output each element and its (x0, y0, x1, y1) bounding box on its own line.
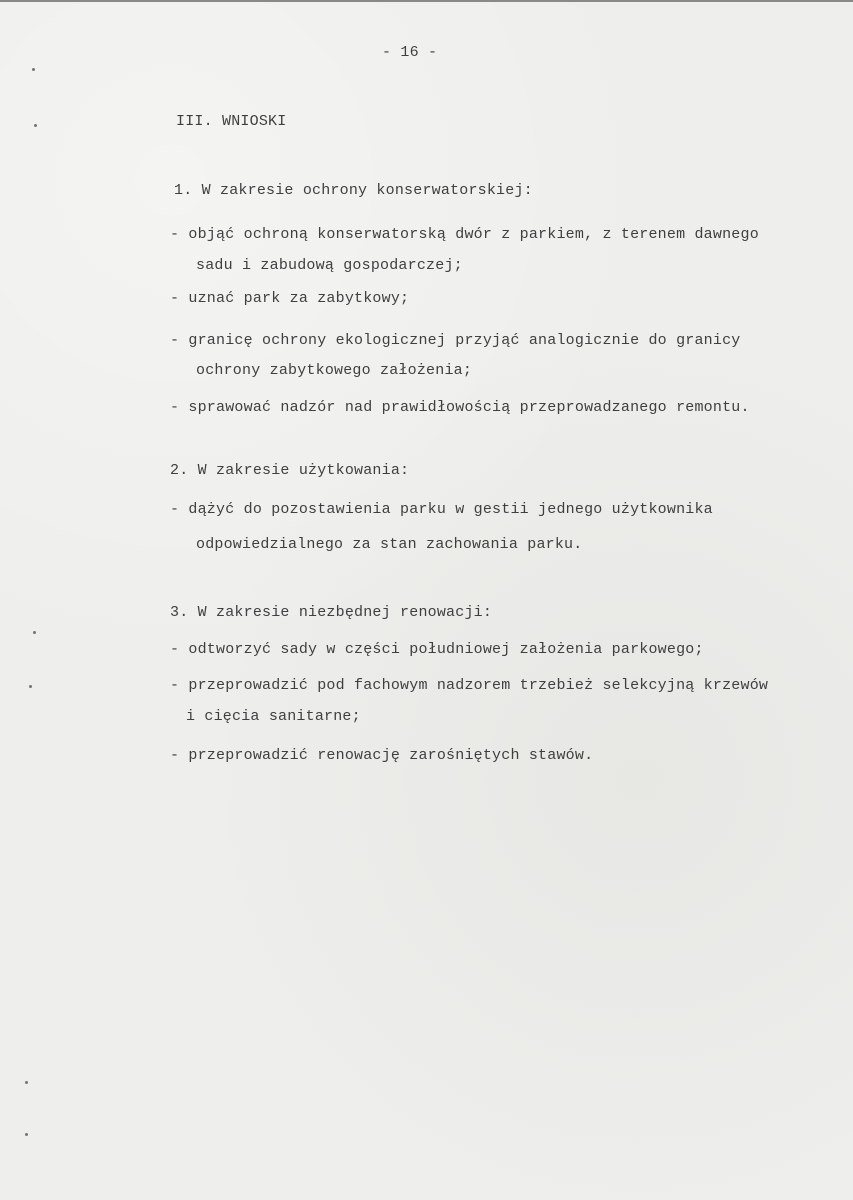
top-page-edge (0, 0, 853, 2)
section-title: III. WNIOSKI (176, 113, 287, 130)
section-1-item-3-line-2: ochrony zabytkowego założenia; (196, 362, 473, 379)
scan-speck-1 (32, 68, 35, 71)
section-1-item-1-line-1: - objąć ochroną konserwatorską dwór z parkiem, z terenem dawnego (170, 226, 759, 243)
scan-speck-2 (34, 124, 37, 127)
section-3-item-2-line-2: i cięcia sanitarne; (186, 708, 361, 725)
section-3-item-1: - odtworzyć sady w części południowej założenia parkowego; (170, 641, 704, 658)
section-3-item-3: - przeprowadzić renowację zarośniętych stawów. (170, 747, 594, 764)
scan-speck-5 (25, 1081, 28, 1084)
section-1-item-4: - sprawować nadzór nad prawidłowością przeprowadzanego remontu. (170, 399, 750, 416)
section-2-heading: 2. W zakresie użytkowania: (170, 462, 410, 479)
section-3-item-2-line-1: - przeprowadzić pod fachowym nadzorem trzebież selekcyjną krzewów (170, 677, 769, 694)
section-1-item-2: - uznać park za zabytkowy; (170, 290, 410, 307)
scan-speck-3 (33, 631, 36, 634)
section-1-heading: 1. W zakresie ochrony konserwatorskiej: (174, 182, 533, 199)
section-2-item-1-line-2: odpowiedzialnego za stan zachowania parku. (196, 536, 583, 553)
scan-speck-6 (25, 1133, 28, 1136)
section-1-item-3-line-1: - granicę ochrony ekologicznej przyjąć analogicznie do granicy (170, 332, 741, 349)
section-2-item-1-line-1: - dążyć do pozostawienia parku w gestii jednego użytkownika (170, 501, 713, 518)
section-1-item-1-line-2: sadu i zabudową gospodarczej; (196, 257, 463, 274)
page-number: - 16 - (382, 44, 438, 61)
scan-speck-4 (29, 685, 32, 688)
section-3-heading: 3. W zakresie niezbędnej renowacji: (170, 604, 493, 621)
